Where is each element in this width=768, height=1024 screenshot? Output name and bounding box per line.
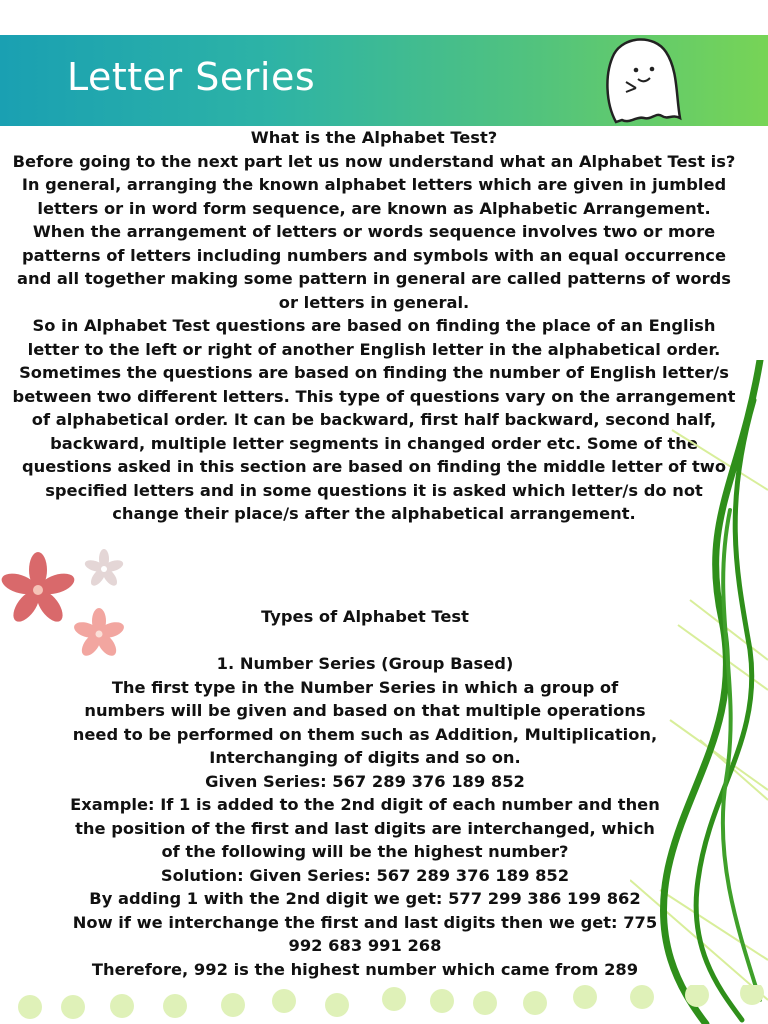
types-section (70, 605, 660, 981)
ghost-icon (596, 34, 682, 126)
item-description: The first type in the Number Series in which a group of numbers will be given and based on that multiple operations need to be performed on them such as Addition, Multiplication, Interchanging of digits and so on. (72, 677, 658, 767)
step-two: Now if we interchange the first and last digits then we get: 775 992 683 991 268 (72, 912, 658, 955)
flower-icon (0, 548, 135, 663)
item-title: 1. Number Series (Group Based) (216, 654, 514, 673)
dot-row (0, 985, 768, 1024)
intro-heading: What is the Alphabet Test? (250, 128, 498, 147)
example-text: Example: If 1 is added to the 2nd digit of each number and then the position of the first and last digits are interchanged, which of the following will be the highest number? (70, 795, 660, 861)
solution-text: Solution: Given Series: 567 289 376 189 852 (160, 865, 570, 885)
spacer (70, 629, 660, 653)
page-title: Letter Series (67, 55, 316, 99)
intro-paragraph: So in Alphabet Test questions are based on finding the place of an English letter to the left or right of another English letter in the alphabetical order. Sometimes the questions are based on finding the number of English letter/s between two different letters. This type of questions vary on the arrangement of alphabetical order. It can be backward, first half backward, second half, backward, multiple letter segments in changed order etc. Some of the questions asked in this section are based on finding the middle letter of two specified letters and in some questions it is asked which letter/s do not change their place/s after the alphabetical arrangement. (12, 316, 736, 523)
vine-icon (630, 360, 768, 1024)
step-one: By adding 1 with the 2nd digit we get: 577 299 386 199 862 (89, 889, 641, 908)
conclusion-text: Therefore, 992 is the highest number which came from 289 (91, 959, 639, 979)
intro-paragraph: Before going to the next part let us now understand what an Alphabet Test is? In general, arranging the known alphabet letters which are given in jumbled letters or in word form sequence, are known as Alphabetic Arrangement. (12, 151, 736, 218)
intro-paragraph: When the arrangement of letters or words sequence involves two or more patterns of letters including numbers and symbols with an equal occurrence and all together making some pattern in general are called patterns of words or letters in general. (17, 222, 731, 312)
intro-section (10, 126, 738, 526)
types-heading: Types of Alphabet Test (261, 607, 469, 626)
given-series: Given Series: 567 289 376 189 852 (205, 771, 525, 791)
